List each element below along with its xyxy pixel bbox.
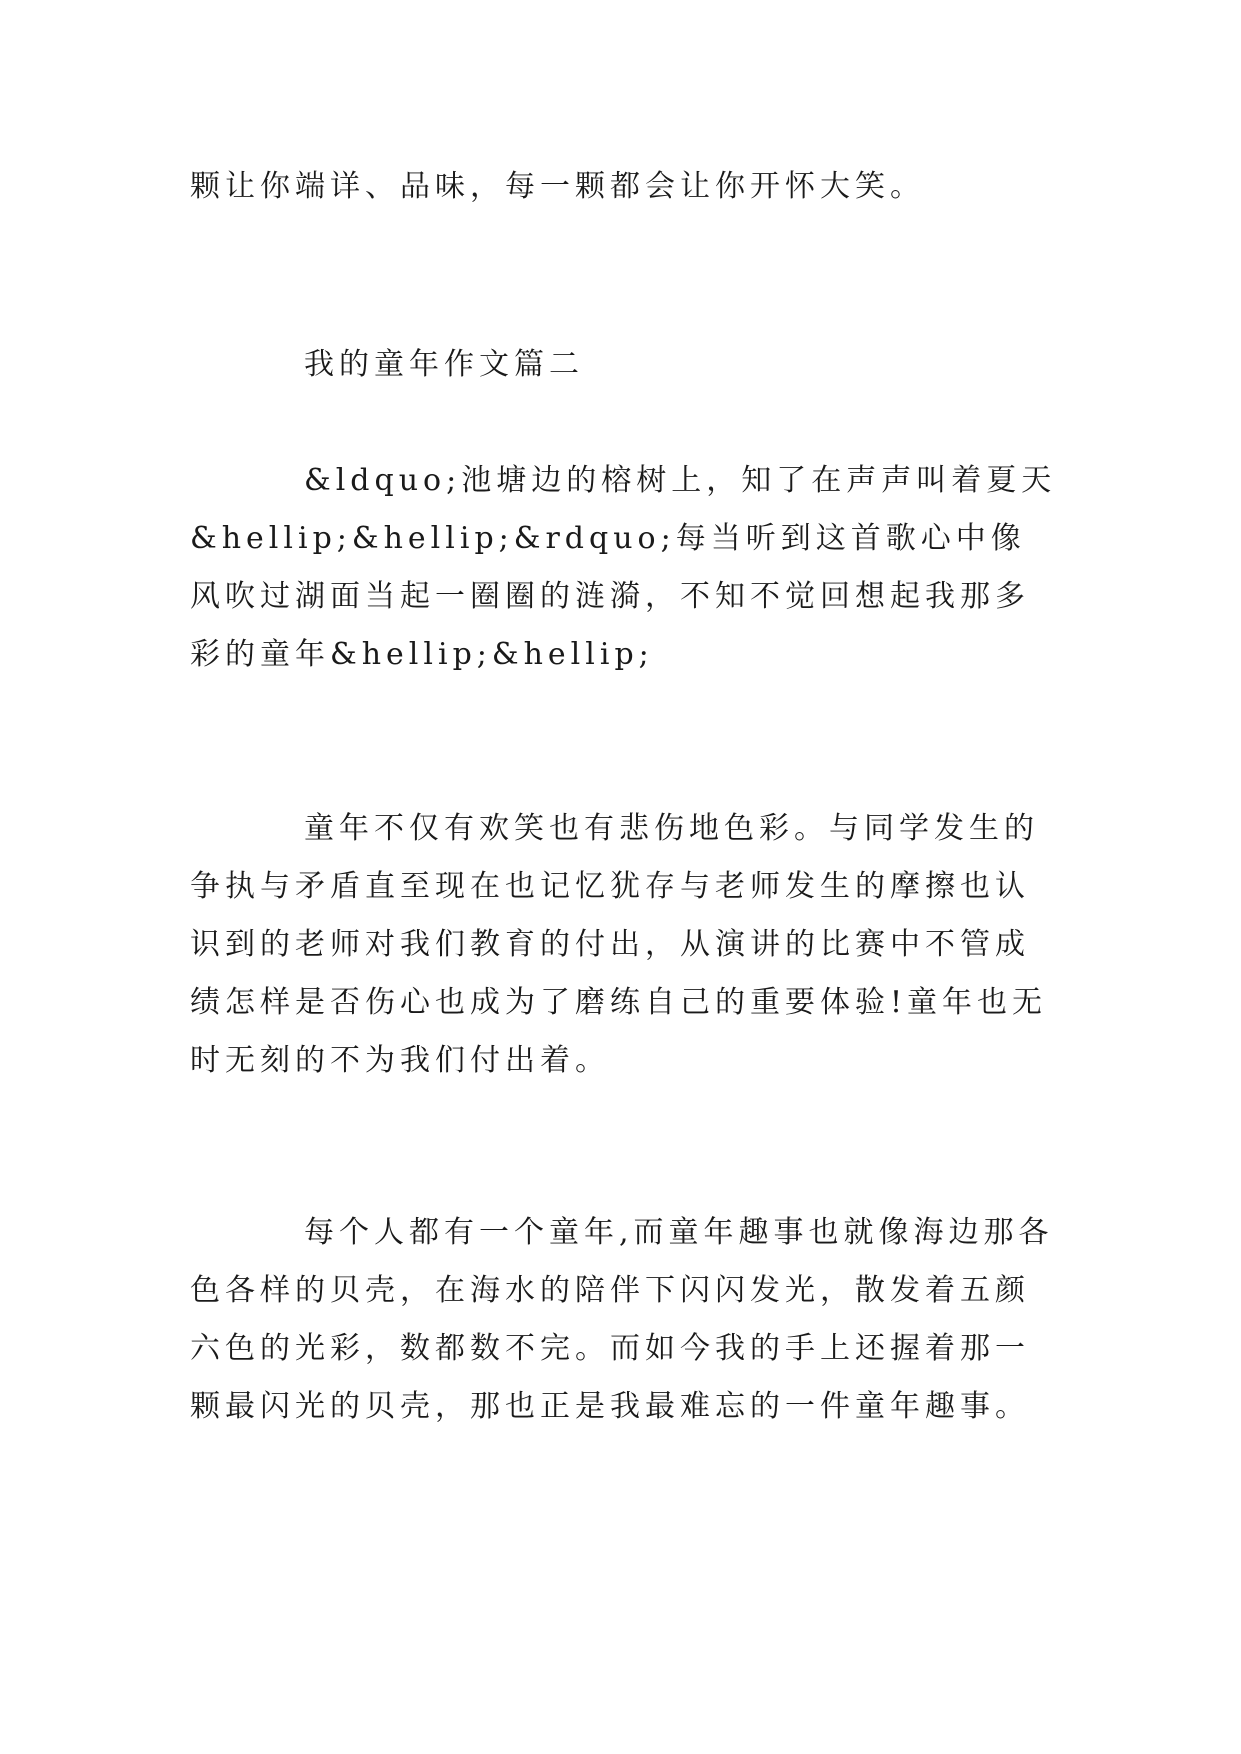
paragraph-3: 每个人都有一个童年,而童年趣事也就像海边那各色各样的贝壳，在海水的陪伴下闪闪发光，散发着五颜六色的光彩，数都数不完。而如今我的手上还握着那一颗最闪光的贝壳，那也正是我最难忘的一件童年趣事。 <box>190 1215 1054 1424</box>
paragraph-2: 童年不仅有欢笑也有悲伤地色彩。与同学发生的争执与矛盾直至现在也记忆犹存与老师发生的摩擦也认识到的老师对我们教育的付出，从演讲的比赛中不管成绩怎样是否伤心也成为了磨练自己的重要体验!童年也无时无刻的不为我们付出着。 <box>190 811 1048 1078</box>
carryover-paragraph: 颗让你端详、品味，每一颗都会让你开怀大笑。 <box>190 169 925 204</box>
paragraph-1: &ldquo;池塘边的榕树上，知了在声声叫着夏天&hellip;&hellip;&rdquo;每当听到这首歌心中像风吹过湖面当起一圈圈的涟漪，不知不觉回想起我那多彩的童年&hellip;&hellip; <box>190 463 1057 672</box>
section-title: 我的童年作文篇二 <box>304 347 584 382</box>
